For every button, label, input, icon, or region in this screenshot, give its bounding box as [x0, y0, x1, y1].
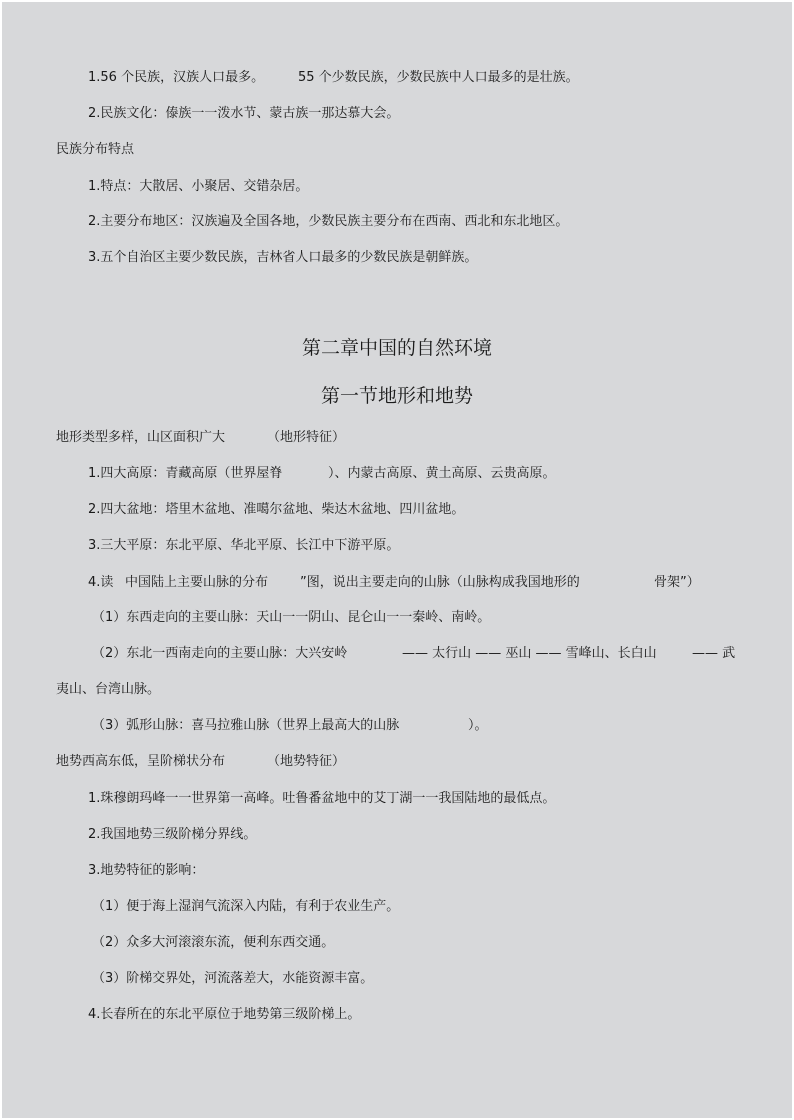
text-line: ）、内蒙古高原、黄土高原、云贵高原。	[328, 466, 556, 481]
text-line: 1.特点：大散居、小聚居、交错杂居。	[88, 179, 309, 194]
text-line: （1）东西走向的主要山脉：天山一一阴山、昆仑山一一秦岭、南岭。	[92, 610, 491, 625]
text-line: 4.读	[88, 575, 114, 590]
text-line: （2）众多大河滚滚东流，便利东西交通。	[92, 935, 335, 950]
text-line: —— 武	[692, 646, 736, 661]
section-label-note: （地形特征）	[267, 430, 346, 445]
text-line: （3）阶梯交界处，河流落差大，水能资源丰富。	[92, 971, 374, 986]
text-line: 2.主要分布地区：汉族遍及全国各地，少数民族主要分布在西南、西北和东北地区。	[88, 214, 569, 229]
chapter-title: 第二章中国的自然环境	[301, 337, 492, 359]
text-line: 中国陆上主要山脉的分布	[125, 575, 269, 590]
text-line: （3）弧形山脉：喜马拉雅山脉（世界上最高大的山脉	[92, 718, 400, 733]
text-line: 1.珠穆朗玛峰一一世界第一高峰。吐鲁番盆地中的艾丁湖一一我国陆地的最低点。	[88, 791, 556, 806]
text-line: 3.地势特征的影响：	[88, 863, 205, 878]
section-label: 地形类型多样，山区面积广大	[56, 430, 226, 445]
text-line: 1.四大高原：青藏高原（世界屋脊	[88, 466, 283, 481]
text-line: 1.56 个民族，汉族人口最多。	[88, 70, 265, 85]
text-line: ”图，说出主要走向的山脉（山脉构成我国地形的	[300, 575, 580, 590]
section-label: 民族分布特点	[56, 142, 135, 157]
text-line: 2.民族文化：傣族一一泼水节、蒙古族一那达慕大会。	[88, 106, 400, 121]
text-line: 2.我国地势三级阶梯分界线。	[88, 827, 257, 842]
text-line: 55 个少数民族，少数民族中人口最多的是壮族。	[298, 70, 579, 85]
text-line: —— 太行山 —— 巫山 —— 雪峰山、长白山	[402, 646, 657, 661]
text-line: （1）便于海上湿润气流深入内陆，有利于农业生产。	[92, 899, 400, 914]
text-line: （2）东北一西南走向的主要山脉：大兴安岭	[92, 646, 348, 661]
section-label: 地势西高东低，呈阶梯状分布	[56, 754, 226, 769]
text-line: 夷山、台湾山脉。	[56, 682, 161, 697]
text-line: ）。	[468, 718, 488, 733]
text-line: 2.四大盆地：塔里木盆地、准噶尔盆地、柴达木盆地、四川盆地。	[88, 502, 465, 517]
text-line: 3.五个自治区主要少数民族，吉林省人口最多的少数民族是朝鲜族。	[88, 250, 478, 265]
document-page	[2, 2, 792, 1118]
text-line: 4.长春所在的东北平原位于地势第三级阶梯上。	[88, 1007, 361, 1022]
section-title: 第一节地形和地势	[320, 385, 473, 407]
text-line: 骨架”）	[654, 575, 700, 590]
section-label-note: （地势特征）	[267, 754, 346, 769]
text-line: 3.三大平原：东北平原、华北平原、长江中下游平原。	[88, 538, 400, 553]
